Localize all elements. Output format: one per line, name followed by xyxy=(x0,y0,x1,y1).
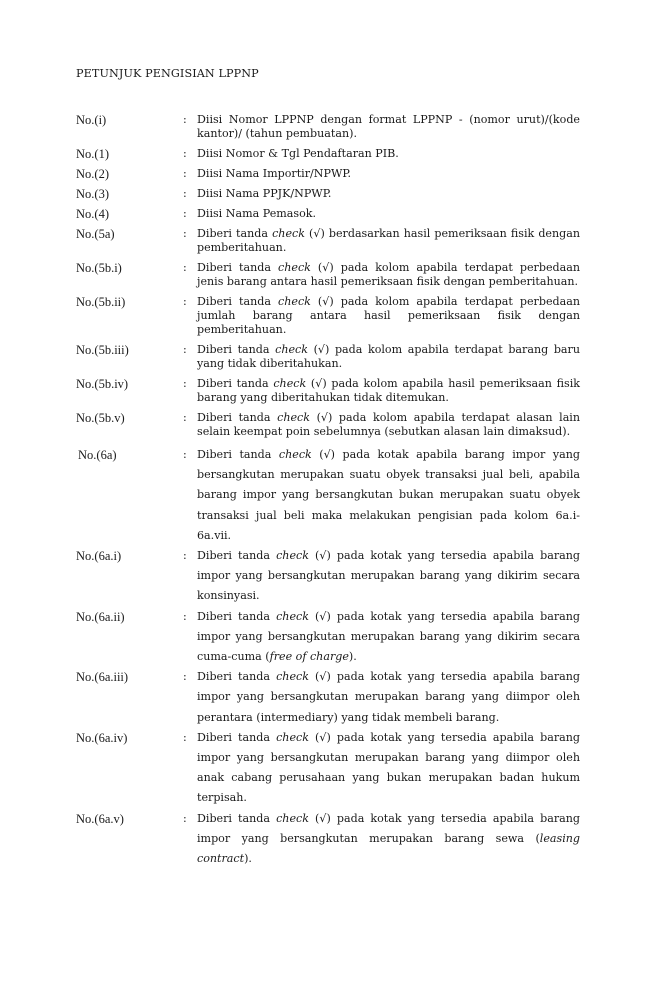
list-item xyxy=(76,377,580,405)
separator: : xyxy=(183,113,187,126)
item-text: Diisi Nomor & Tgl Pendaftaran PIB. xyxy=(197,147,399,160)
item-label: No.(5b.iv) xyxy=(76,377,129,391)
separator: : xyxy=(183,295,187,308)
item-text: Diberi tanda check (√) pada kotak yang tersedia apabila barang impor yang bersangkutan merupakan barang yang diimpor oleh perantara (intermediary) yang tidak membeli barang. xyxy=(197,670,580,724)
item-label: No.(4) xyxy=(76,207,109,221)
list-item xyxy=(76,295,580,337)
item-text: Diisi Nomor LPPNP dengan format LPPNP - (nomor urut)/(kode kantor)/ (tahun pembuatan). xyxy=(197,113,580,140)
item-label: No.(6a.v) xyxy=(76,811,124,826)
separator: : xyxy=(183,261,187,274)
item-text: Diberi tanda check (√) pada kolom apabila hasil pemeriksaan fisik barang yang diberitahukan tidak ditemukan. xyxy=(197,377,580,404)
item-text: Diberi tanda check (√) pada kolom apabila terdapat perbedaan jumlah barang antara hasil pemeriksaan fisik dengan pemberitahuan. xyxy=(197,295,580,336)
list-item xyxy=(76,546,580,607)
separator: : xyxy=(183,549,187,563)
list-item xyxy=(76,113,580,141)
separator: : xyxy=(183,811,187,825)
instruction-list xyxy=(76,113,580,869)
item-label: No.(1) xyxy=(76,147,109,161)
separator: : xyxy=(183,343,187,356)
list-item xyxy=(76,607,580,668)
separator: : xyxy=(183,730,187,744)
item-label: No.(5b.i) xyxy=(76,261,122,275)
item-label: No.(6a.i) xyxy=(76,549,122,564)
list-item xyxy=(76,809,580,870)
list-item xyxy=(76,261,580,289)
separator: : xyxy=(183,207,187,220)
item-label: No.(2) xyxy=(76,167,109,181)
list-item xyxy=(76,445,580,546)
item-text: Diberi tanda check (√) pada kotak yang tersedia apabila barang impor yang bersangkutan merupakan barang sewa (leasing contract). xyxy=(197,811,580,866)
item-text: Diberi tanda check (√) pada kolom apabila terdapat alasan lain selain keempat poin sebelumnya (sebutkan alasan lain dimaksud). xyxy=(197,411,580,438)
separator: : xyxy=(183,609,187,623)
separator: : xyxy=(183,411,187,424)
list-item xyxy=(76,207,580,221)
item-text: Diberi tanda check (√) pada kotak apabila barang impor yang bersangkutan merupakan suatu obyek transaksi jual beli, apabila barang impor yang bersangkutan bukan merupakan suatu obyek transaksi jual beli maka melakukan pengisian pada kolom 6a.i-6a.vii. xyxy=(197,448,580,542)
separator: : xyxy=(183,377,187,390)
item-text: Diisi Nama PPJK/NPWP. xyxy=(197,187,332,200)
list-item xyxy=(76,147,580,161)
separator: : xyxy=(183,448,187,461)
item-label: No.(5b.ii) xyxy=(76,295,126,309)
item-label: No.(6a.iii) xyxy=(76,670,129,685)
item-label: No.(6a.ii) xyxy=(76,609,125,624)
separator: : xyxy=(183,227,187,240)
list-item xyxy=(76,667,580,728)
separator: : xyxy=(183,147,187,160)
separator: : xyxy=(183,670,187,684)
item-text: Diberi tanda check (√) pada kotak yang tersedia apabila barang impor yang bersangkutan merupakan barang yang dikirim secara cuma-cuma (free of charge). xyxy=(197,609,580,664)
list-item xyxy=(76,343,580,371)
list-item xyxy=(76,728,580,809)
item-label: No.(5b.iii) xyxy=(76,343,129,357)
item-label: No.(3) xyxy=(76,187,109,201)
item-label: No.(5b.v) xyxy=(76,411,125,425)
item-text: Diberi tanda check (√) pada kotak yang tersedia apabila barang impor yang bersangkutan merupakan barang yang diimpor oleh anak cabang perusahaan yang bukan merupakan badan hukum terpisah. xyxy=(197,730,580,805)
item-label: No.(6a) xyxy=(78,448,117,462)
item-label: No.(i) xyxy=(76,113,107,127)
item-text: Diberi tanda check (√) pada kotak yang tersedia apabila barang impor yang bersangkutan merupakan barang yang dikirim secara konsinyasi. xyxy=(197,549,580,603)
separator: : xyxy=(183,167,187,180)
item-label: No.(6a.iv) xyxy=(76,730,128,745)
list-item xyxy=(76,187,580,201)
item-text: Diisi Nama Importir/NPWP. xyxy=(197,167,352,180)
item-text: Diberi tanda check (√) pada kolom apabila terdapat perbedaan jenis barang antara hasil pemeriksaan fisik dengan pemberitahuan. xyxy=(197,261,580,288)
list-item xyxy=(76,227,580,255)
list-item xyxy=(76,167,580,181)
item-text: Diberi tanda check (√) berdasarkan hasil pemeriksaan fisik dengan pemberitahuan. xyxy=(197,227,580,254)
item-label: No.(5a) xyxy=(76,227,115,241)
page-title: PETUNJUK PENGISIAN LPPNP xyxy=(76,67,259,80)
item-text: Diisi Nama Pemasok. xyxy=(197,207,317,220)
separator: : xyxy=(183,187,187,200)
item-text: Diberi tanda check (√) pada kolom apabila terdapat barang baru yang tidak diberitahukan. xyxy=(197,343,580,370)
list-item xyxy=(76,411,580,439)
